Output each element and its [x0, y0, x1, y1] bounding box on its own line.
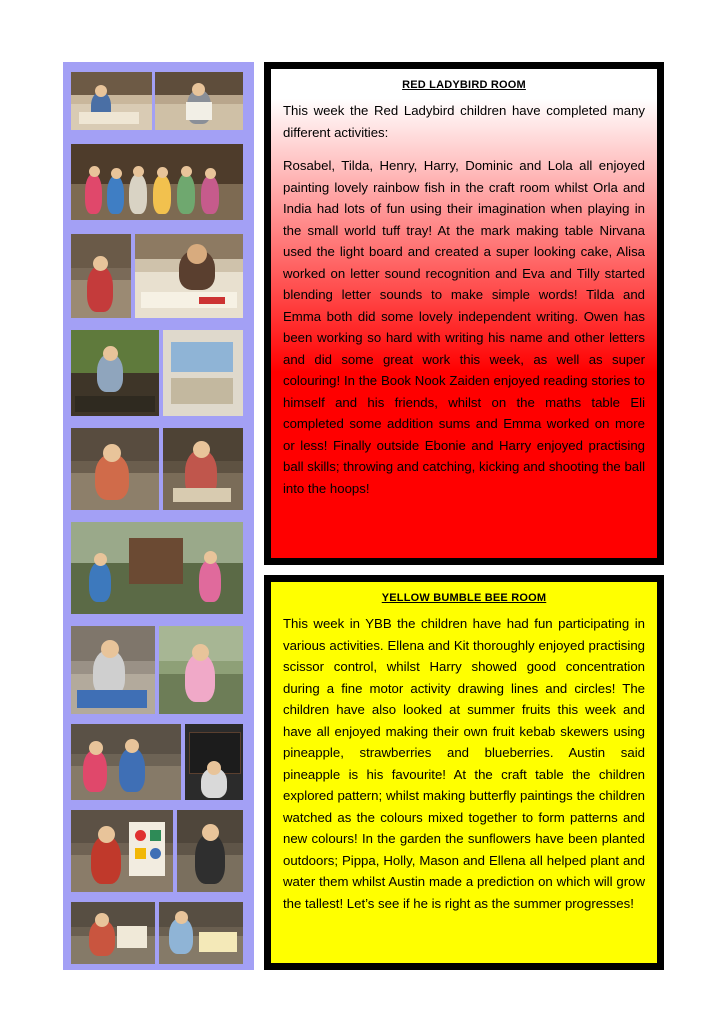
photo-child-holding-artwork: [155, 72, 243, 130]
photo-child-gardening-outdoors: [71, 330, 159, 416]
photo-classroom-shelf: [163, 330, 243, 416]
panel-red-ladybird-content: [271, 69, 657, 558]
panel-yellow-bumble-bee-content: [271, 582, 657, 963]
panel-red-ladybird-title: RED LADYBIRD ROOM: [402, 79, 526, 91]
photo-child-with-tray: [163, 428, 243, 510]
panel-yellow-bumble-bee-room: [264, 575, 664, 970]
photo-child-with-artwork-left: [71, 234, 131, 318]
photo-children-at-activity-table: [71, 72, 152, 130]
photo-child-with-shape-poster: [71, 810, 173, 892]
photo-child-with-building-blocks: [71, 626, 155, 714]
photo-children-with-chalkboard: [71, 724, 181, 800]
photo-child-at-chalkboard: [185, 724, 243, 800]
photo-child-with-apron: [177, 810, 243, 892]
panel-red-ladybird-paragraph-1: This week the Red Ladybird children have completed many different activities:: [283, 103, 645, 140]
photo-group-of-children-with-paintings: [71, 144, 243, 220]
photo-child-in-pink-outdoors: [159, 626, 243, 714]
panel-red-ladybird-paragraph-2: Rosabel, Tilda, Henry, Harry, Dominic and Lola all enjoyed painting lovely rainbow fish in the craft room whilst Orla and India had lots of fun using their imagination when playing in the small world tuff tray! At the mark making table Nirvana used the light board and created a super looking cake, Alisa worked on letter sound recognition and Eva and Tilly started blending letter sounds to make simple words! Tilda and Emma both did some lovely independent writing. Owen has been working so hard with writing his name and other letters and did some great work this week, as well as super colouring! In the Book Nook Zaiden enjoyed reading stories to himself and his friends, whilst on the maths table Eli completed some addition sums and Emma worked on more or less! Finally outside Ebonie and Harry enjoyed practising ball skills; throwing and catching, kicking and shooting the ball into the hoops!: [283, 158, 645, 496]
photo-children-at-light-board: [159, 902, 243, 964]
panel-red-ladybird-room: [264, 62, 664, 565]
photo-children-reading-books: [71, 902, 155, 964]
photo-children-playing-outside: [71, 522, 243, 614]
photo-child-at-craft-table: [71, 428, 159, 510]
panel-yellow-bumble-bee-paragraph-1: This week in YBB the children have had fun participating in various activities. Ellena and Kit thoroughly enjoyed practising scissor control, whilst Harry showed good concentration during a fine motor activity drawing lines and circles! The children have also looked at summer fruits this week and have all enjoyed making their own fruit kebab skewers using pineapple, strawberries and blueberries. Austin said pineapple is his favourite! At the craft table the children explored pattern; whilst making butterfly paintings the children watched as the colours mixed together to form patterns and new colours! In the garden the sunflowers have been planted outdoors; Pippa, Holly, Mason and Ellena all helped plant and water them whilst Austin made a prediction on which will grow the tallest! Let’s see if he is right as the summer progresses!: [283, 616, 645, 911]
photo-collage: [63, 62, 254, 970]
photo-child-drawing-at-table: [135, 234, 243, 318]
panel-yellow-bumble-bee-title: YELLOW BUMBLE BEE ROOM: [381, 592, 547, 604]
